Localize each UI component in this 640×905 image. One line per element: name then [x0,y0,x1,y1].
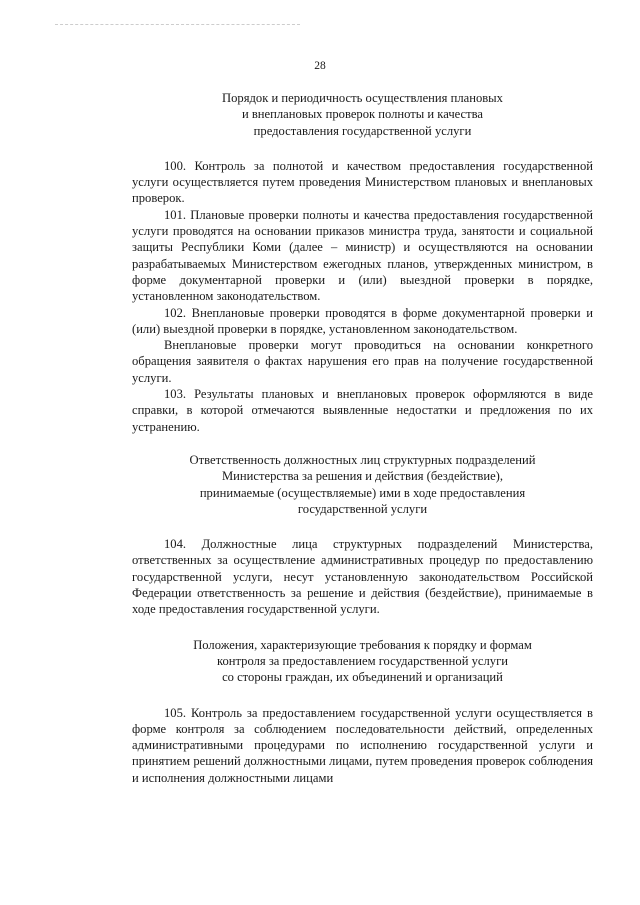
scan-artifact [55,24,300,27]
paragraph-104: 104. Должностные лица структурных подразделений Министерства, ответственных за осуществление административных процедур по предоставлению государственной услуги, несут установленную законодательством Российской Федерации ответственность за решение и действия (бездействие), принимаемые в ходе предоставления государственной услуги. [132,537,593,617]
section-heading-inspections [132,90,593,139]
paragraph-102-continued: Внеплановые проверки могут проводиться на основании конкретного обращения заявителя о фактах нарушения его прав на получение государственной услуги. [132,338,593,385]
section-heading-responsibility [132,452,593,517]
heading-line: принимаемые (осуществляемые) ими в ходе предоставления [199,485,526,500]
heading-line: Ответственность должностных лиц структурных подразделений [189,452,536,467]
paragraph-100: 100. Контроль за полнотой и качеством предоставления государственной услуги осуществляется путем проведения Министерством плановых и внеплановых проверок. [132,158,593,206]
section-heading-public-control [132,637,593,686]
paragraph-103: 103. Результаты плановых и внеплановых проверок оформляются в виде справки, в которой отмечаются выявленные недостатки и предложения по их устранению. [132,387,593,434]
document-body [132,90,593,786]
heading-line: Порядок и периодичность осуществления плановых [222,91,503,105]
heading-line: Положения, характеризующие требования к порядку и формам [193,637,532,652]
page-number: 28 [314,60,326,72]
heading-line: предоставления государственной услуги [253,123,472,138]
paragraph-102: 102. Внеплановые проверки проводятся в форме документарной проверки и (или) выездной проверки в порядке, установленном законодательством. [132,305,593,336]
heading-line: Министерства за решения и действия (бездействие), [221,469,504,484]
paragraph-105: 105. Контроль за предоставлением государственной услуги осуществляется в форме контроля за соблюдением последовательности действий, определенных административными процедурами по исполнению государственной услуги и принятием решений должностными лицами, путем проведения проверок соблюдения и исполнения должностными лицами [132,705,593,785]
heading-line: со стороны граждан, их объединений и организаций [222,670,503,685]
heading-line: контроля за предоставлением государственной услуги [217,653,508,668]
heading-line: и внеплановых проверок полноты и качества [241,107,484,122]
heading-line: государственной услуги [297,501,428,516]
paragraph-101: 101. Плановые проверки полноты и качества предоставления государственной услуги проводятся на основании приказов министра труда, занятости и социальной защиты Республики Коми (далее – министр) и осуществляются на основании разрабатываемых Министерством ежегодных планов, утвержденных министром, в форме документарной проверки и (или) выездной проверки в порядке, установленном законодательством. [132,207,593,304]
